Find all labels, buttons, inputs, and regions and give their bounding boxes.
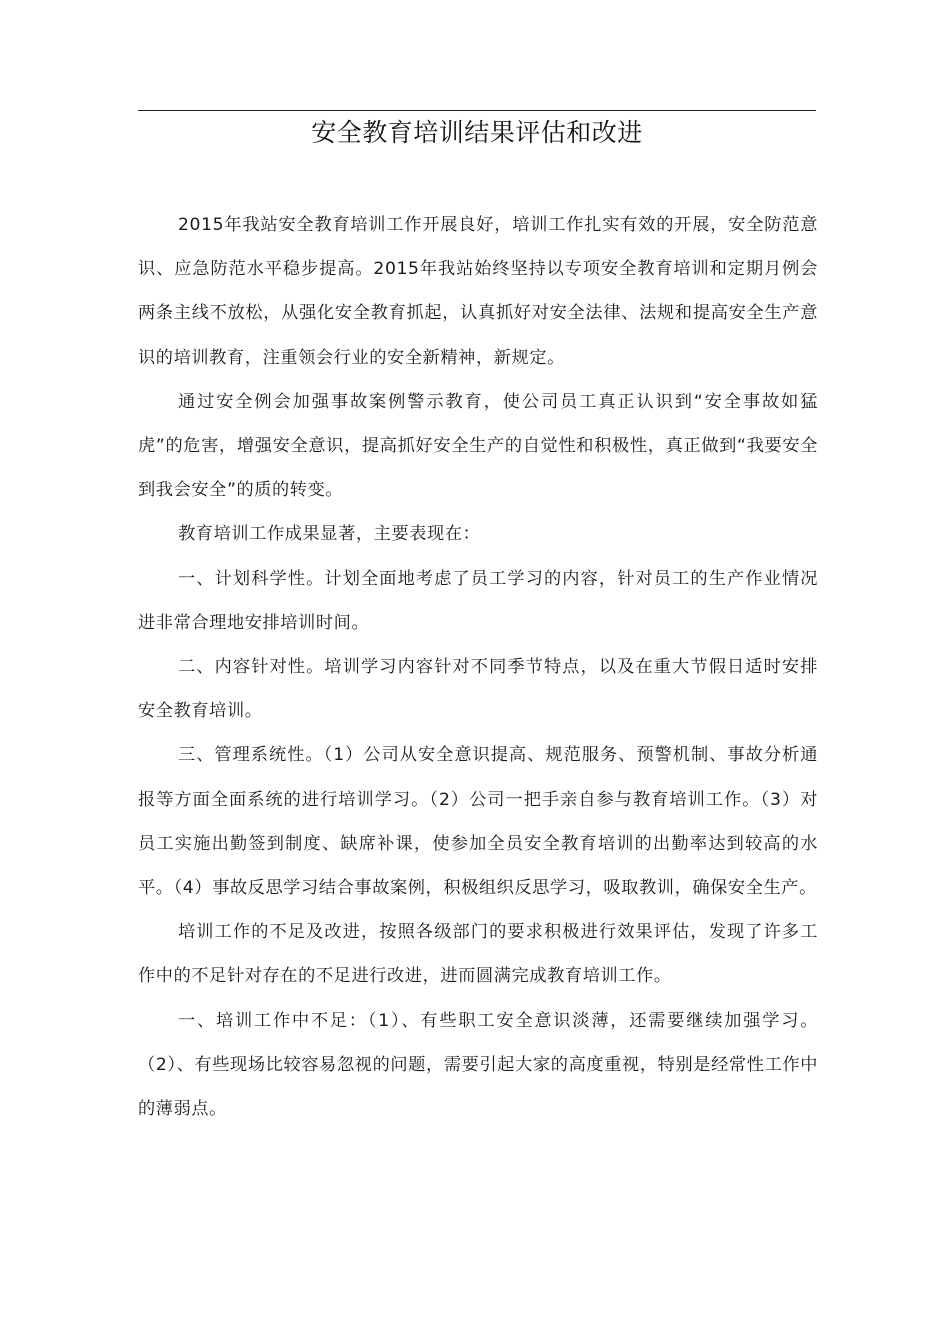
paragraph-management: 三、管理系统性。（1）公司从安全意识提高、规范服务、预警机制、事故分析通报等方面全面系统的进行培训学习。（2）公司一把手亲自参与教育培训工作。（3）对员工实施出勤签到制度、缺席补课，使参加全员安全教育培训的出勤率达到较高的水平。（4）事故反思学习结合事故案例，积极组织反思学习，吸取教训，确保安全生产。 [138, 745, 818, 899]
document-title: 安全教育培训结果评估和改进 [311, 118, 643, 147]
paragraph-content-targeting: 二、内容针对性。培训学习内容针对不同季节特点，以及在重大节假日适时安排安全教育培训。 [138, 657, 818, 722]
paragraph-achievements-lead: 教育培训工作成果显著，主要表现在： [178, 524, 481, 545]
paragraph-intro: 2015年我站安全教育培训工作开展良好，培训工作扎实有效的开展，安全防范意识、应急防范水平稳步提高。2015年我站始终坚持以专项安全教育培训和定期月例会两条主线不放松，从强化安全教育抓起，认真抓好对安全法律、法规和提高安全生产意识的培训教育，注重领会行业的安全新精神，新规定。 [138, 215, 818, 368]
paragraph-planning: 一、计划科学性。计划全面地考虑了员工学习的内容，针对员工的生产作业情况进非常合理地安排培训时间。 [138, 568, 818, 633]
paragraph-improvement-lead: 培训工作的不足及改进，按照各级部门的要求积极进行效果评估，发现了许多工作中的不足针对存在的不足进行改进，进而圆满完成教育培训工作。 [138, 922, 818, 987]
paragraph-shortcomings: 一、培训工作中不足：（1）、有些职工安全意识淡薄，还需要继续加强学习。（2）、有些现场比较容易忽视的问题，需要引起大家的高度重视，特别是经常性工作中的薄弱点。 [138, 1010, 818, 1120]
header-rule [138, 110, 816, 111]
document-body [138, 203, 818, 1131]
paragraph-warning-education: 通过安全例会加强事故案例警示教育，使公司员工真正认识到“安全事故如猛虎”的危害，增强安全意识，提高抓好安全生产的自觉性和积极性，真正做到“我要安全到我会安全”的质的转变。 [138, 391, 818, 501]
